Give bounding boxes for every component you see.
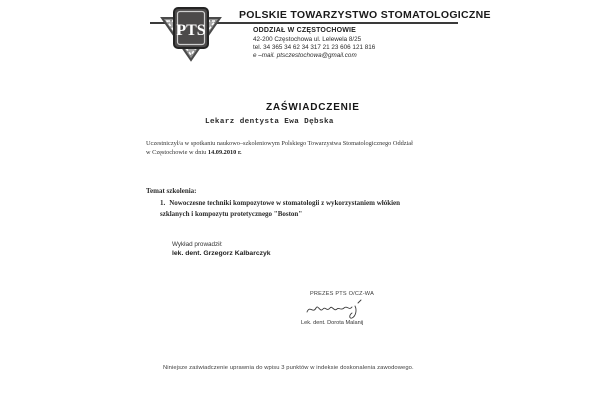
event-date: 14.09.2010 r.: [207, 149, 242, 156]
handwritten-signature: [303, 297, 373, 321]
signature-icon: [303, 297, 373, 321]
topic-label: Temat szkolenia:: [146, 187, 197, 195]
organization-name: POLSKIE TOWARZYSTWO STOMATOLOGICZNE: [239, 9, 491, 21]
lecturer-label: Wykład prowadził:: [172, 241, 223, 248]
topic-item-number: 1.: [160, 199, 166, 207]
footer-note: Niniejsze zaświadczenie uprawnia do wpisu 3 punktów w indeksie doskonalenia zawodowego.: [163, 365, 414, 371]
phone-line: tel. 34 365 34 62 34 317 21 23 606 121 816: [253, 44, 376, 51]
participation-statement: [146, 139, 446, 157]
pts-logo-text: PTS: [176, 22, 206, 39]
email-line: e –mail. ptsczestochowa@gmail.com: [253, 52, 357, 59]
pts-logo: [160, 5, 222, 63]
statement-line-2: [146, 148, 446, 157]
lecturer-name: lek. dent. Grzegorz Kalbarczyk: [172, 250, 271, 257]
branch-name: ODDZIAŁ W CZĘSTOCHOWIE: [253, 27, 357, 34]
topic-item: [160, 198, 412, 219]
signatory-role: PREZES PTS O/CZ-WA: [310, 291, 374, 297]
signatory-name: Lek. dent. Dorota Malanij: [301, 320, 364, 326]
topic-item-text: Nowoczesne techniki kompozytowe w stomatologii z wykorzystaniem włókien szklanych i kompozytu protetycznego "Boston": [160, 199, 401, 218]
certificate-title: ZAŚWIADCZENIE: [266, 102, 360, 113]
recipient-name: Lekarz dentysta Ewa Dębska: [205, 118, 334, 126]
address-line: 42-200 Częstochowa ul. Lelewela 8/25: [253, 36, 362, 43]
pts-logo-icon: [160, 5, 222, 63]
statement-line-2-prefix: w Częstochowie w dniu: [146, 149, 208, 156]
statement-line-1: Uczestniczył/a w spotkaniu naukowo–szkoleniowym Polskiego Towarzystwa Stomatologicznego Oddział: [146, 140, 413, 147]
